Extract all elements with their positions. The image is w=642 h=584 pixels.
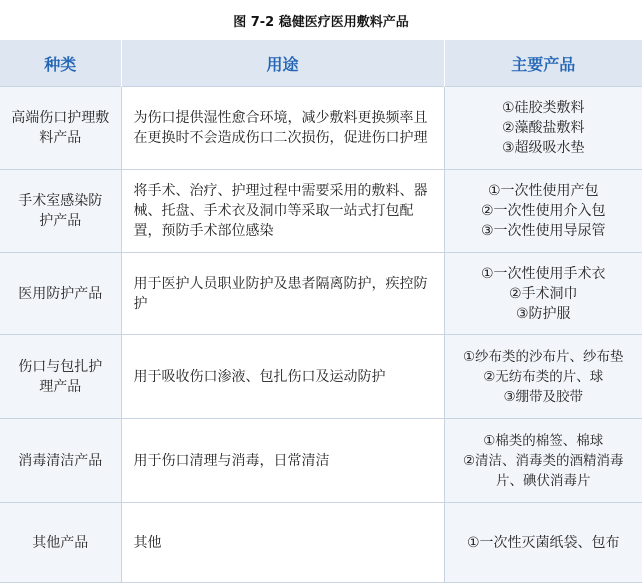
product-item: ①棉类的棉签、棉球 [483, 432, 604, 449]
table-row [0, 253, 642, 335]
product-item: ③防护服 [515, 305, 571, 322]
product-item: ②清洁、消毒类的酒精消毒 [462, 452, 624, 469]
header-products: 主要产品 [444, 40, 642, 87]
header-usage: 用途 [121, 40, 444, 87]
products-cell [444, 170, 642, 253]
category-cell: 医用防护产品 [0, 253, 121, 335]
products-cell [444, 503, 642, 583]
category-cell: 手术室感染防护产品 [0, 170, 121, 253]
usage-cell: 将手术、治疗、护理过程中需要采用的敷料、器械、托盘、手术衣及洞巾等采取一站式打包配置，预防手术部位感染 [121, 170, 444, 253]
product-item: ②一次性使用介入包 [480, 203, 606, 219]
products-cell [444, 253, 642, 335]
category-cell: 消毒清洁产品 [0, 419, 121, 503]
product-item: ②藻酸盐敷料 [501, 120, 585, 136]
product-item: ③绷带及胶带 [503, 388, 584, 405]
product-item: ②手术洞巾 [508, 285, 578, 302]
product-item: ①一次性使用手术衣 [480, 265, 606, 282]
product-item: ②无纺布类的片、球 [483, 368, 604, 385]
usage-cell: 为伤口提供湿性愈合环境，减少敷料更换频率且在更换时不会造成伤口二次损伤，促进伤口护理 [121, 87, 444, 170]
usage-cell: 用于伤口清理与消毒，日常清洁 [121, 419, 444, 503]
products-cell [444, 335, 642, 419]
header-category: 种类 [0, 40, 121, 87]
usage-cell: 用于医护人员职业防护及患者隔离防护，疾控防护 [121, 253, 444, 335]
table-row [0, 335, 642, 419]
product-item: ①纱布类的沙布片、纱布垫 [462, 348, 624, 365]
header-row [0, 40, 642, 87]
usage-cell: 其他 [121, 503, 444, 583]
table-row [0, 419, 642, 503]
product-item: ③一次性使用导尿管 [480, 223, 606, 239]
category-cell: 伤口与包扎护理产品 [0, 335, 121, 419]
product-item: ①一次性使用产包 [487, 183, 599, 199]
product-table [0, 40, 642, 583]
figure-title: 图 7-2 稳健医疗医用敷料产品 [233, 14, 409, 30]
category-cell: 其他产品 [0, 503, 121, 583]
product-item: ①一次性灭菌纸袋、包布 [466, 534, 620, 551]
usage-cell: 用于吸收伤口渗液、包扎伤口及运动防护 [121, 335, 444, 419]
product-item: ①硅胶类敷料 [501, 100, 585, 116]
product-item: 片、碘伏消毒片 [496, 472, 591, 489]
products-cell [444, 419, 642, 503]
product-item: ③超级吸水垫 [501, 140, 585, 156]
products-cell [444, 87, 642, 170]
table-row [0, 503, 642, 583]
table-row [0, 170, 642, 253]
category-cell: 高端伤口护理敷料产品 [0, 87, 121, 170]
table-row [0, 87, 642, 170]
